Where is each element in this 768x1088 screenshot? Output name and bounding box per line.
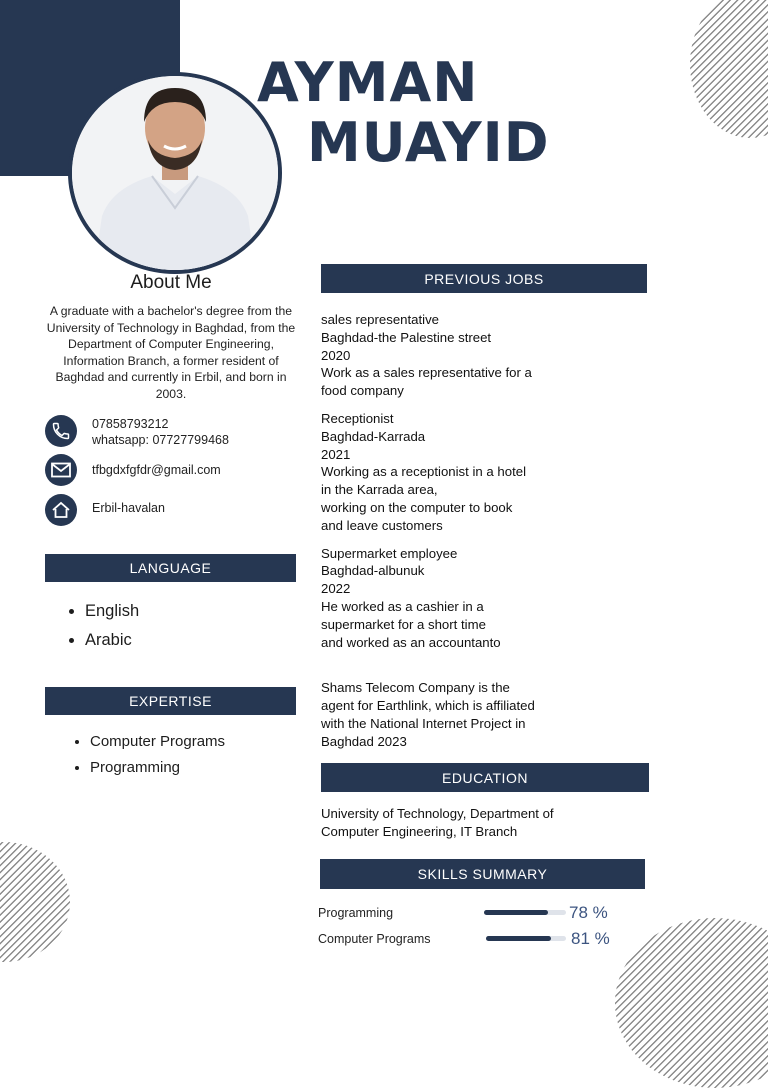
job-line: Work as a sales representative for a <box>321 365 532 381</box>
job-line: Baghdad-albunuk <box>321 563 425 579</box>
profile-photo <box>68 72 282 274</box>
language-header: LANGUAGE <box>45 554 296 582</box>
person-avatar-illustration <box>72 76 278 270</box>
name-last: MUAYID <box>307 111 550 174</box>
contact-phone: 07858793212 <box>92 417 169 431</box>
job-line: and worked as an accountanto <box>321 634 501 650</box>
job-line: sales representative <box>321 312 440 327</box>
expertise-header: EXPERTISE <box>45 687 296 715</box>
job-line: in the Karrada area, <box>321 482 438 498</box>
job-line: food company <box>321 383 404 399</box>
skill-label: Computer Programs <box>318 932 431 946</box>
contact-whatsapp: whatsapp: 07727799468 <box>92 433 229 447</box>
language-item: • English <box>85 597 139 626</box>
phone-icon <box>45 415 77 447</box>
job-line: and leave customers <box>321 517 443 533</box>
job-line: 2021 <box>321 446 351 462</box>
job-line: Receptionist <box>321 410 394 426</box>
envelope-icon <box>45 454 77 486</box>
contact-email: tfbgdxfgfdr@gmail.com <box>92 463 221 477</box>
job-line: 2020 <box>321 347 351 363</box>
job-line: Baghdad-the Palestine street <box>321 329 492 345</box>
job-line: supermarket for a short time <box>321 616 486 632</box>
job-entry <box>321 661 611 750</box>
job-entry <box>321 410 611 535</box>
jobs-list <box>321 311 611 760</box>
decorative-striped-circle-left <box>0 842 70 962</box>
education-text: University of Technology, Department of Computer Engineering, IT Branch <box>321 806 554 839</box>
expertise-item: • Programming <box>90 755 225 781</box>
language-list <box>63 597 139 655</box>
skill-progress-track <box>486 936 566 941</box>
about-title: About Me <box>130 272 212 293</box>
job-line: Shams Telecom Company is the <box>321 680 510 696</box>
skill-progress-fill <box>484 910 548 915</box>
skill-percent: 81 % <box>571 929 610 948</box>
job-line: with the National Internet Project in <box>321 715 526 731</box>
job-entry <box>321 545 611 652</box>
home-icon <box>45 494 77 526</box>
skill-progress-fill <box>486 936 551 941</box>
education-header: EDUCATION <box>321 763 649 792</box>
job-line: He worked as a cashier in a <box>321 598 484 614</box>
job-line: Baghdad-Karrada <box>321 428 426 444</box>
expertise-item: • Computer Programs <box>90 729 225 755</box>
skill-percent: 78 % <box>569 903 608 922</box>
language-item: • Arabic <box>85 626 139 655</box>
job-line: agent for Earthlink, which is affiliated <box>321 697 535 713</box>
skill-progress-track <box>484 910 566 915</box>
job-line: Supermarket employee <box>321 545 458 561</box>
job-line: Baghdad 2023 <box>321 733 407 749</box>
job-line: working on the computer to book <box>321 499 513 515</box>
skill-label: Programming <box>318 906 394 920</box>
expertise-list <box>68 729 225 781</box>
skills-header: SKILLS SUMMARY <box>320 859 645 889</box>
job-line-spacer <box>321 661 611 679</box>
name-first: AYMAN <box>257 51 479 114</box>
previous-jobs-header: PREVIOUS JOBS <box>321 264 647 293</box>
decorative-striped-circle-bottom <box>615 918 768 1088</box>
job-line: 2022 <box>321 581 351 597</box>
decorative-striped-circle-top <box>690 0 768 138</box>
job-line: Working as a receptionist in a hotel <box>321 464 527 480</box>
job-entry <box>321 311 611 400</box>
contact-address: Erbil-havalan <box>92 501 165 515</box>
about-text: A graduate with a bachelor's degree from the University of Technology in Baghdad, from the Department of Computer Engineering, Information Branch, a former resident of Baghdad and currently in Erbil, and born in 2003. <box>46 304 296 401</box>
